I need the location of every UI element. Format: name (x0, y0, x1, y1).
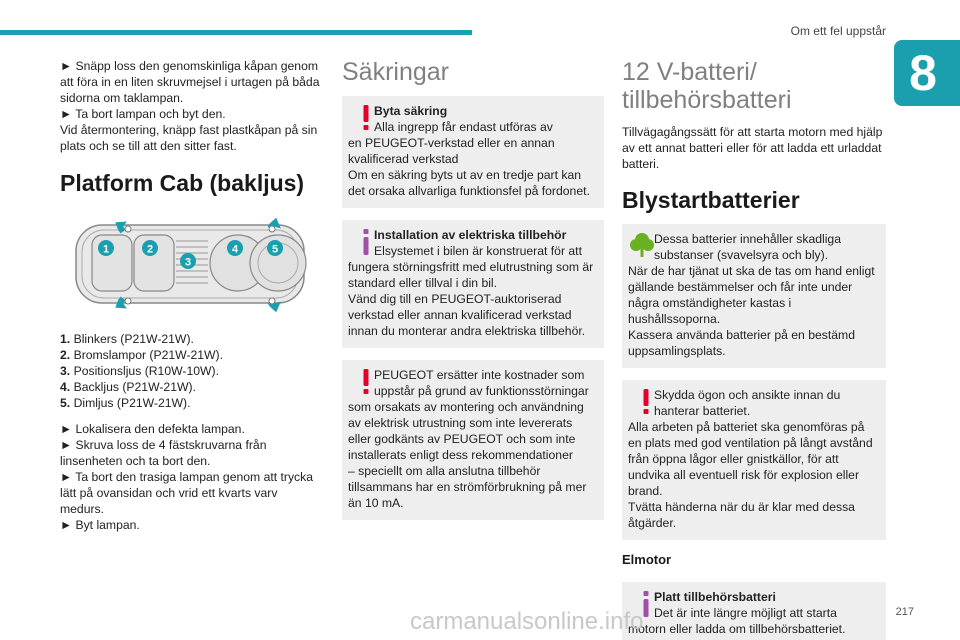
note-first-line: PEUGEOT ersätter inte kostnader som uppstår på grund av funktionsstörningar (374, 368, 589, 398)
note-body: som orsakats av montering och användning av elektrisk utrustning som inte levererats eller godkänts av PEUGEOT och som inte installerats enligt dess rekommendationer – speciellt om alla anslutna tillbehör tillsammans har en strömförbrukning på mer än 10 mA. (348, 400, 587, 510)
page-number: 217 (895, 606, 914, 618)
warning-note-fuse (342, 96, 604, 208)
bulb-list (60, 331, 324, 411)
warning-note-liability (342, 360, 604, 520)
note-body: en PEUGEOT-verkstad eller en annan kvalificerad verkstad Om en säkring byts ut av en tredje part kan det orsaka allvarliga funktionsfel på fordonet. (348, 136, 590, 198)
step-remove: ► Ta bort den trasiga lampan genom att trycka lätt på ovansidan och vrid ett kvarts varv medurs. (60, 470, 314, 516)
bulb-item: 3. Positionsljus (R10W-10W). (60, 364, 219, 378)
warning-exclamation-icon (360, 369, 372, 395)
section-heading-fuses: Säkringar (342, 58, 449, 86)
callout-5-label: 5 (271, 243, 279, 256)
section-heading-lead-batteries: Blystartbatterier (622, 187, 800, 213)
intro-step-3: Vid återmontering, knäpp fast plastkåpan på sin plats och se till att den sitter fast. (60, 123, 318, 153)
info-icon (360, 229, 372, 255)
note-first-line: Skydda ögon och ansikte innan du hanterar batteriet. (654, 388, 841, 418)
callout-4 (227, 240, 243, 256)
intro-step-2: ► Ta bort lampan och byt den. (60, 107, 226, 121)
info-note-flat-battery (622, 582, 886, 640)
battery-intro: Tillvägagångssätt för att starta motorn med hjälp av ett annat batteri eller för att ladda ett urladdat batteri. (622, 125, 883, 171)
note-first-line: Dessa batterier innehåller skadliga substanser (svavelsyra och bly). (654, 232, 841, 262)
bulb-item: 2. Bromslampor (P21W-21W). (60, 348, 224, 362)
note-first-line: Det är inte längre möjligt att starta (654, 606, 837, 620)
section-heading-platform-cab: Platform Cab (bakljus) (60, 170, 305, 196)
subheading-electric-motor: Elmotor (622, 552, 672, 567)
note-title: Installation av elektriska tillbehör (374, 228, 567, 242)
note-body: Alla arbeten på batteriet ska genomföras på en plats med god ventilation på långt avstånd från öppna lågor eller gnistkällor, för att undvika all eventuell risk för explosion eller brand. Tvätta händerna när du är klar med dessa åtgärder. (628, 420, 873, 530)
info-note-accessories (342, 220, 604, 348)
warning-exclamation-icon (640, 389, 652, 415)
note-title: Byta säkring (374, 104, 448, 118)
header-accent-bar (0, 30, 472, 35)
section-heading-battery-2: tillbehörsbatteri (622, 86, 792, 114)
callout-1-label: 1 (102, 243, 110, 256)
column-3 (622, 58, 886, 640)
note-title: Platt tillbehörsbatteri (654, 590, 776, 604)
column-1 (60, 58, 324, 533)
step-replace: ► Byt lampan. (60, 518, 140, 532)
callout-1 (98, 240, 114, 256)
note-body: motorn eller ladda om tillbehörsbatteriet. (628, 622, 846, 636)
callout-3-label: 3 (184, 256, 192, 269)
step-unscrew: ► Skruva loss de 4 fästskruvarna från linsenheten och ta bort den. (60, 438, 267, 468)
bulb-item: 1. Blinkers (P21W-21W). (60, 332, 194, 346)
note-first-line: Elsystemet i bilen är konstruerat för att (374, 244, 582, 258)
chapter-tab (894, 40, 960, 106)
note-first-line: Alla ingrepp får endast utföras av (374, 120, 553, 134)
note-body: fungera störningsfritt med elutrustning som är standard eller tillval i din bil. Vänd dig till en PEUGEOT-auktoriserad verkstad eller annan kvalificerad verkstad innan du monterar andra elektriska tillbehör. (348, 260, 594, 338)
callout-5 (267, 240, 283, 256)
callout-3 (180, 253, 196, 269)
watermark: carmanualsonline.info (410, 608, 644, 635)
step-locate: ► Lokalisera den defekta lampan. (60, 422, 245, 436)
callout-2-label: 2 (146, 243, 154, 256)
callout-2 (142, 240, 158, 256)
note-body: När de har tjänat ut ska de tas om hand enligt gällande bestämmelser och får inte under några omständigheter kastas i hushållssoporna. Kassera använda batterier på en bestämd uppsamlingsplats. (628, 264, 875, 358)
column-2 (342, 58, 604, 532)
rear-light-illustration (60, 215, 324, 315)
warning-note-safety (622, 380, 886, 540)
callout-4-label: 4 (231, 243, 239, 256)
rear-light-diagram (60, 215, 324, 315)
bulb-item: 5. Dimljus (P21W-21W). (60, 396, 191, 410)
warning-exclamation-icon (360, 105, 372, 131)
eco-note-disposal (622, 224, 886, 368)
chapter-number: 8 (909, 45, 937, 101)
environment-tree-icon (630, 232, 654, 258)
page-header-title: Om ett fel uppstår (790, 24, 886, 38)
section-heading-battery-1: 12 V-batteri/ (622, 58, 757, 86)
intro-step-1: ► Snäpp loss den genomskinliga kåpan genom att föra in en liten skruvmejsel i urtagen på båda sidorna om taklampan. (60, 59, 320, 105)
bulb-item: 4. Backljus (P21W-21W). (60, 380, 196, 394)
